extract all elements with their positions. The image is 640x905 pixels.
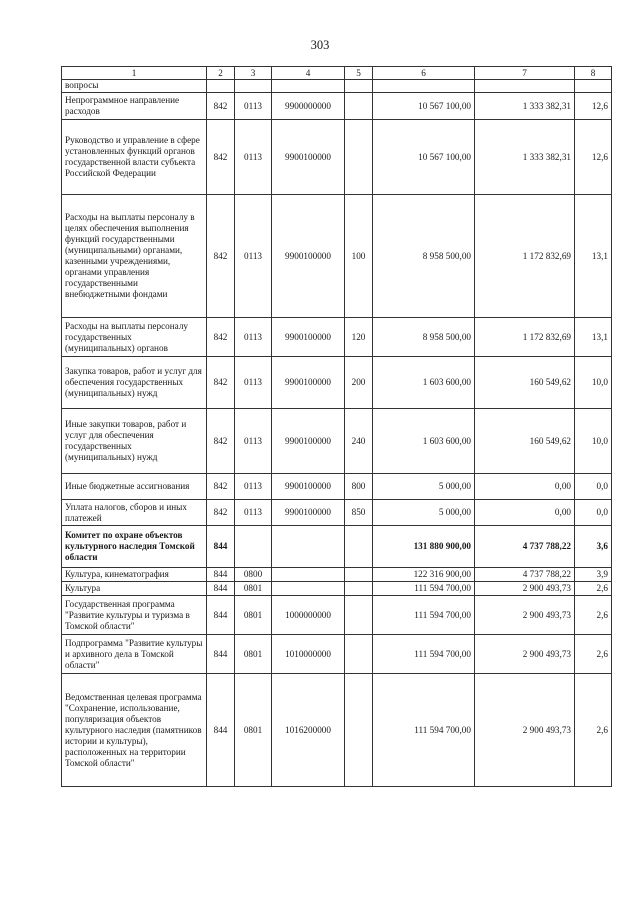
row-percent-cell [575, 80, 612, 93]
row-name-cell: Расходы на выплаты персоналу государственных (муниципальных) органов [62, 318, 207, 357]
row-executed-cell: 0,00 [475, 474, 575, 500]
row-expense-type-cell [345, 526, 373, 568]
row-plan-cell: 131 880 900,00 [373, 526, 475, 568]
row-code-cell: 844 [207, 582, 235, 596]
row-target-cell: 1016200000 [272, 674, 345, 787]
row-name-cell: Подпрограмма "Развитие культуры и архивного дела в Томской области" [62, 635, 207, 674]
row-plan-cell: 8 958 500,00 [373, 318, 475, 357]
column-header: 2 [207, 67, 235, 80]
row-expense-type-cell: 240 [345, 409, 373, 474]
row-name-cell: Комитет по охране объектов культурного наследия Томской области [62, 526, 207, 568]
row-target-cell: 9900100000 [272, 357, 345, 409]
row-plan-cell: 111 594 700,00 [373, 674, 475, 787]
row-section-cell: 0801 [235, 582, 272, 596]
row-code-cell: 844 [207, 674, 235, 787]
row-expense-type-cell: 800 [345, 474, 373, 500]
row-percent-cell: 2,6 [575, 635, 612, 674]
row-section-cell: 0801 [235, 674, 272, 787]
row-percent-cell: 10,0 [575, 357, 612, 409]
row-name-cell: вопросы [62, 80, 207, 93]
row-code-cell: 844 [207, 526, 235, 568]
table-row [62, 500, 612, 526]
row-section-cell: 0113 [235, 120, 272, 195]
row-target-cell: 9900100000 [272, 500, 345, 526]
row-percent-cell: 3,6 [575, 526, 612, 568]
row-code-cell: 842 [207, 120, 235, 195]
page-number: 303 [310, 38, 330, 52]
row-target-cell: 9900000000 [272, 93, 345, 120]
row-code-cell: 844 [207, 596, 235, 635]
row-plan-cell: 1 603 600,00 [373, 357, 475, 409]
table-row [62, 526, 612, 568]
table-row [62, 674, 612, 787]
row-target-cell: 1010000000 [272, 635, 345, 674]
column-header: 3 [235, 67, 272, 80]
row-name-cell: Закупка товаров, работ и услуг для обеспечения государственных (муниципальных) нужд [62, 357, 207, 409]
row-percent-cell: 2,6 [575, 674, 612, 787]
row-executed-cell: 1 333 382,31 [475, 120, 575, 195]
row-name-cell: Расходы на выплаты персоналу в целях обеспечения выполнения функций государственными (муниципальными) органами, казенными учреждениями, органами управления государственными внебюджетными фондами [62, 195, 207, 318]
row-executed-cell: 2 900 493,73 [475, 582, 575, 596]
row-executed-cell: 4 737 788,22 [475, 568, 575, 582]
row-executed-cell: 1 172 832,69 [475, 195, 575, 318]
table-row [62, 582, 612, 596]
row-section-cell: 0801 [235, 596, 272, 635]
row-name-cell: Иные бюджетные ассигнования [62, 474, 207, 500]
row-code-cell: 844 [207, 635, 235, 674]
row-percent-cell: 10,0 [575, 409, 612, 474]
row-plan-cell: 1 603 600,00 [373, 409, 475, 474]
row-percent-cell: 2,6 [575, 582, 612, 596]
table-row [62, 568, 612, 582]
row-executed-cell: 1 172 832,69 [475, 318, 575, 357]
table-row [62, 195, 612, 318]
row-section-cell: 0113 [235, 357, 272, 409]
row-expense-type-cell [345, 674, 373, 787]
row-percent-cell: 12,6 [575, 93, 612, 120]
row-expense-type-cell: 120 [345, 318, 373, 357]
row-plan-cell: 111 594 700,00 [373, 596, 475, 635]
row-plan-cell: 111 594 700,00 [373, 582, 475, 596]
row-expense-type-cell [345, 93, 373, 120]
row-executed-cell: 0,00 [475, 500, 575, 526]
table-row [62, 409, 612, 474]
row-target-cell: 9900100000 [272, 318, 345, 357]
row-name-cell: Непрограммное направление расходов [62, 93, 207, 120]
row-code-cell: 842 [207, 357, 235, 409]
row-target-cell [272, 582, 345, 596]
budget-table [61, 66, 612, 787]
row-section-cell: 0113 [235, 500, 272, 526]
row-target-cell: 1000000000 [272, 596, 345, 635]
row-plan-cell: 5 000,00 [373, 500, 475, 526]
row-name-cell: Государственная программа "Развитие культуры и туризма в Томской области" [62, 596, 207, 635]
row-percent-cell: 13,1 [575, 318, 612, 357]
row-expense-type-cell [345, 635, 373, 674]
row-target-cell: 9900100000 [272, 120, 345, 195]
row-name-cell: Культура, кинематография [62, 568, 207, 582]
row-plan-cell [373, 80, 475, 93]
table-row [62, 596, 612, 635]
row-executed-cell: 2 900 493,73 [475, 635, 575, 674]
column-header: 8 [575, 67, 612, 80]
table-row [62, 635, 612, 674]
column-header: 5 [345, 67, 373, 80]
row-code-cell: 842 [207, 195, 235, 318]
row-code-cell: 844 [207, 568, 235, 582]
row-plan-cell: 5 000,00 [373, 474, 475, 500]
row-name-cell: Уплата налогов, сборов и иных платежей [62, 500, 207, 526]
column-header: 6 [373, 67, 475, 80]
row-executed-cell: 4 737 788,22 [475, 526, 575, 568]
column-header: 7 [475, 67, 575, 80]
row-expense-type-cell: 100 [345, 195, 373, 318]
row-plan-cell: 111 594 700,00 [373, 635, 475, 674]
row-section-cell: 0801 [235, 635, 272, 674]
row-plan-cell: 10 567 100,00 [373, 93, 475, 120]
row-name-cell: Иные закупки товаров, работ и услуг для обеспечения государственных (муниципальных) нужд [62, 409, 207, 474]
column-header: 1 [62, 67, 207, 80]
row-code-cell: 842 [207, 500, 235, 526]
row-name-cell: Ведомственная целевая программа "Сохранение, использование, популяризация объектов культурного наследия (памятников истории и культуры), расположенных на территории Томской области" [62, 674, 207, 787]
row-percent-cell: 13,1 [575, 195, 612, 318]
row-code-cell [207, 80, 235, 93]
table-row [62, 474, 612, 500]
row-section-cell: 0113 [235, 93, 272, 120]
row-section-cell: 0800 [235, 568, 272, 582]
row-code-cell: 842 [207, 318, 235, 357]
row-expense-type-cell [345, 596, 373, 635]
row-target-cell: 9900100000 [272, 195, 345, 318]
row-section-cell: 0113 [235, 195, 272, 318]
table-row [62, 80, 612, 93]
row-expense-type-cell [345, 568, 373, 582]
row-plan-cell: 10 567 100,00 [373, 120, 475, 195]
row-executed-cell [475, 80, 575, 93]
row-executed-cell: 160 549,62 [475, 357, 575, 409]
row-expense-type-cell: 850 [345, 500, 373, 526]
row-code-cell: 842 [207, 93, 235, 120]
row-executed-cell: 160 549,62 [475, 409, 575, 474]
table-row [62, 318, 612, 357]
row-code-cell: 842 [207, 409, 235, 474]
row-percent-cell: 2,6 [575, 596, 612, 635]
table-row [62, 93, 612, 120]
row-plan-cell: 122 316 900,00 [373, 568, 475, 582]
row-section-cell [235, 526, 272, 568]
row-name-cell: Культура [62, 582, 207, 596]
row-section-cell: 0113 [235, 474, 272, 500]
row-percent-cell: 0,0 [575, 474, 612, 500]
table-row [62, 120, 612, 195]
row-executed-cell: 1 333 382,31 [475, 93, 575, 120]
row-expense-type-cell [345, 120, 373, 195]
table-header-row [62, 67, 612, 80]
row-target-cell [272, 526, 345, 568]
table-row [62, 357, 612, 409]
row-target-cell: 9900100000 [272, 474, 345, 500]
row-target-cell [272, 568, 345, 582]
row-name-cell: Руководство и управление в сфере установленных функций органов государственной власти субъекта Российской Федерации [62, 120, 207, 195]
row-executed-cell: 2 900 493,73 [475, 596, 575, 635]
row-plan-cell: 8 958 500,00 [373, 195, 475, 318]
row-expense-type-cell [345, 80, 373, 93]
row-executed-cell: 2 900 493,73 [475, 674, 575, 787]
row-percent-cell: 0,0 [575, 500, 612, 526]
row-target-cell [272, 80, 345, 93]
row-section-cell: 0113 [235, 409, 272, 474]
row-expense-type-cell: 200 [345, 357, 373, 409]
row-percent-cell: 3,9 [575, 568, 612, 582]
row-target-cell: 9900100000 [272, 409, 345, 474]
row-percent-cell: 12,6 [575, 120, 612, 195]
row-section-cell [235, 80, 272, 93]
row-expense-type-cell [345, 582, 373, 596]
column-header: 4 [272, 67, 345, 80]
row-section-cell: 0113 [235, 318, 272, 357]
row-code-cell: 842 [207, 474, 235, 500]
